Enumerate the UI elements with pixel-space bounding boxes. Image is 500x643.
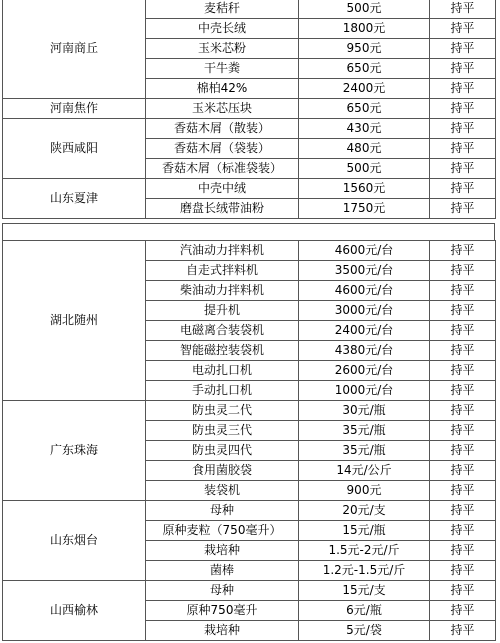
region-cell: 陕西咸阳 [3, 119, 146, 179]
status-cell: 持平 [430, 621, 496, 641]
table-row [3, 401, 496, 421]
status-cell: 持平 [430, 159, 496, 179]
item-cell: 玉米芯粉 [146, 39, 299, 59]
price-cell: 650元 [299, 99, 430, 119]
price-cell: 1560元 [299, 179, 430, 199]
table-row [3, 119, 496, 139]
region-cell: 河南商丘 [3, 0, 146, 99]
item-cell: 栽培种 [146, 541, 299, 561]
price-cell: 30元/瓶 [299, 401, 430, 421]
price-cell: 5元/袋 [299, 621, 430, 641]
item-cell: 柴油动力拌料机 [146, 281, 299, 301]
status-cell: 持平 [430, 561, 496, 581]
item-cell: 玉米芯压块 [146, 99, 299, 119]
item-cell: 智能磁控装袋机 [146, 341, 299, 361]
price-cell: 2400元/台 [299, 321, 430, 341]
item-cell: 磨盘长绒带油粉 [146, 199, 299, 219]
status-cell: 持平 [430, 59, 496, 79]
status-cell: 持平 [430, 99, 496, 119]
price-cell: 2600元/台 [299, 361, 430, 381]
item-cell: 栽培种 [146, 621, 299, 641]
status-cell: 持平 [430, 461, 496, 481]
item-cell: 防虫灵三代 [146, 421, 299, 441]
status-cell: 持平 [430, 361, 496, 381]
price-cell: 900元 [299, 481, 430, 501]
region-cell: 河南焦作 [3, 99, 146, 119]
status-cell: 持平 [430, 79, 496, 99]
item-cell: 防虫灵四代 [146, 441, 299, 461]
status-cell: 持平 [430, 241, 496, 261]
status-cell: 持平 [430, 301, 496, 321]
item-cell: 电磁离合装袋机 [146, 321, 299, 341]
table-row [3, 179, 496, 199]
status-cell: 持平 [430, 421, 496, 441]
status-cell: 持平 [430, 281, 496, 301]
price-table-materials [2, 0, 496, 219]
status-cell: 持平 [430, 19, 496, 39]
status-cell: 持平 [430, 321, 496, 341]
price-cell: 4600元/台 [299, 241, 430, 261]
price-cell: 20元/支 [299, 501, 430, 521]
status-cell: 持平 [430, 119, 496, 139]
status-cell: 持平 [430, 341, 496, 361]
item-cell: 中壳长绒 [146, 19, 299, 39]
item-cell: 香菇木屑（散装） [146, 119, 299, 139]
status-cell: 持平 [430, 541, 496, 561]
status-cell: 持平 [430, 139, 496, 159]
price-cell: 500元 [299, 0, 430, 19]
item-cell: 麦秸秆 [146, 0, 299, 19]
price-cell: 4600元/台 [299, 281, 430, 301]
table-row [3, 581, 496, 601]
region-cell: 山西榆林 [3, 581, 146, 641]
item-cell: 香菇木屑（袋装） [146, 139, 299, 159]
table-row [3, 99, 496, 119]
status-cell: 持平 [430, 261, 496, 281]
item-cell: 防虫灵二代 [146, 401, 299, 421]
item-cell: 中壳中绒 [146, 179, 299, 199]
price-cell: 2400元 [299, 79, 430, 99]
price-cell: 4380元/台 [299, 341, 430, 361]
item-cell: 干牛粪 [146, 59, 299, 79]
price-cell: 1000元/台 [299, 381, 430, 401]
price-table-equipment [2, 240, 496, 641]
price-cell: 1.5元-2元/斤 [299, 541, 430, 561]
table-row [3, 0, 496, 19]
status-cell: 持平 [430, 481, 496, 501]
item-cell: 香菇木屑（标准袋装） [146, 159, 299, 179]
status-cell: 持平 [430, 601, 496, 621]
region-cell: 山东烟台 [3, 501, 146, 581]
price-cell: 6元/瓶 [299, 601, 430, 621]
status-cell: 持平 [430, 199, 496, 219]
item-cell: 装袋机 [146, 481, 299, 501]
table-row [3, 241, 496, 261]
item-cell: 原种麦粒（750毫升） [146, 521, 299, 541]
status-cell: 持平 [430, 401, 496, 421]
price-cell: 14元/公斤 [299, 461, 430, 481]
item-cell: 菌棒 [146, 561, 299, 581]
price-cell: 3000元/台 [299, 301, 430, 321]
item-cell: 棉柏42% [146, 79, 299, 99]
status-cell: 持平 [430, 381, 496, 401]
status-cell: 持平 [430, 521, 496, 541]
item-cell: 母种 [146, 581, 299, 601]
item-cell: 食用菌胶袋 [146, 461, 299, 481]
price-cell: 1.2元-1.5元/斤 [299, 561, 430, 581]
price-cell: 15元/支 [299, 581, 430, 601]
item-cell: 电动扎口机 [146, 361, 299, 381]
status-cell: 持平 [430, 0, 496, 19]
price-cell: 430元 [299, 119, 430, 139]
price-cell: 3500元/台 [299, 261, 430, 281]
price-cell: 35元/瓶 [299, 441, 430, 461]
price-cell: 500元 [299, 159, 430, 179]
price-cell: 35元/瓶 [299, 421, 430, 441]
item-cell: 母种 [146, 501, 299, 521]
item-cell: 手动扎口机 [146, 381, 299, 401]
status-cell: 持平 [430, 39, 496, 59]
status-cell: 持平 [430, 179, 496, 199]
item-cell: 汽油动力拌料机 [146, 241, 299, 261]
status-cell: 持平 [430, 441, 496, 461]
section-separator [2, 223, 495, 240]
region-cell: 湖北随州 [3, 241, 146, 401]
status-cell: 持平 [430, 581, 496, 601]
price-cell: 650元 [299, 59, 430, 79]
item-cell: 自走式拌料机 [146, 261, 299, 281]
price-cell: 950元 [299, 39, 430, 59]
price-cell: 1750元 [299, 199, 430, 219]
price-cell: 1800元 [299, 19, 430, 39]
price-cell: 15元/瓶 [299, 521, 430, 541]
table-row [3, 501, 496, 521]
status-cell: 持平 [430, 501, 496, 521]
region-cell: 山东夏津 [3, 179, 146, 219]
price-cell: 480元 [299, 139, 430, 159]
item-cell: 提升机 [146, 301, 299, 321]
region-cell: 广东珠海 [3, 401, 146, 501]
item-cell: 原种750毫升 [146, 601, 299, 621]
